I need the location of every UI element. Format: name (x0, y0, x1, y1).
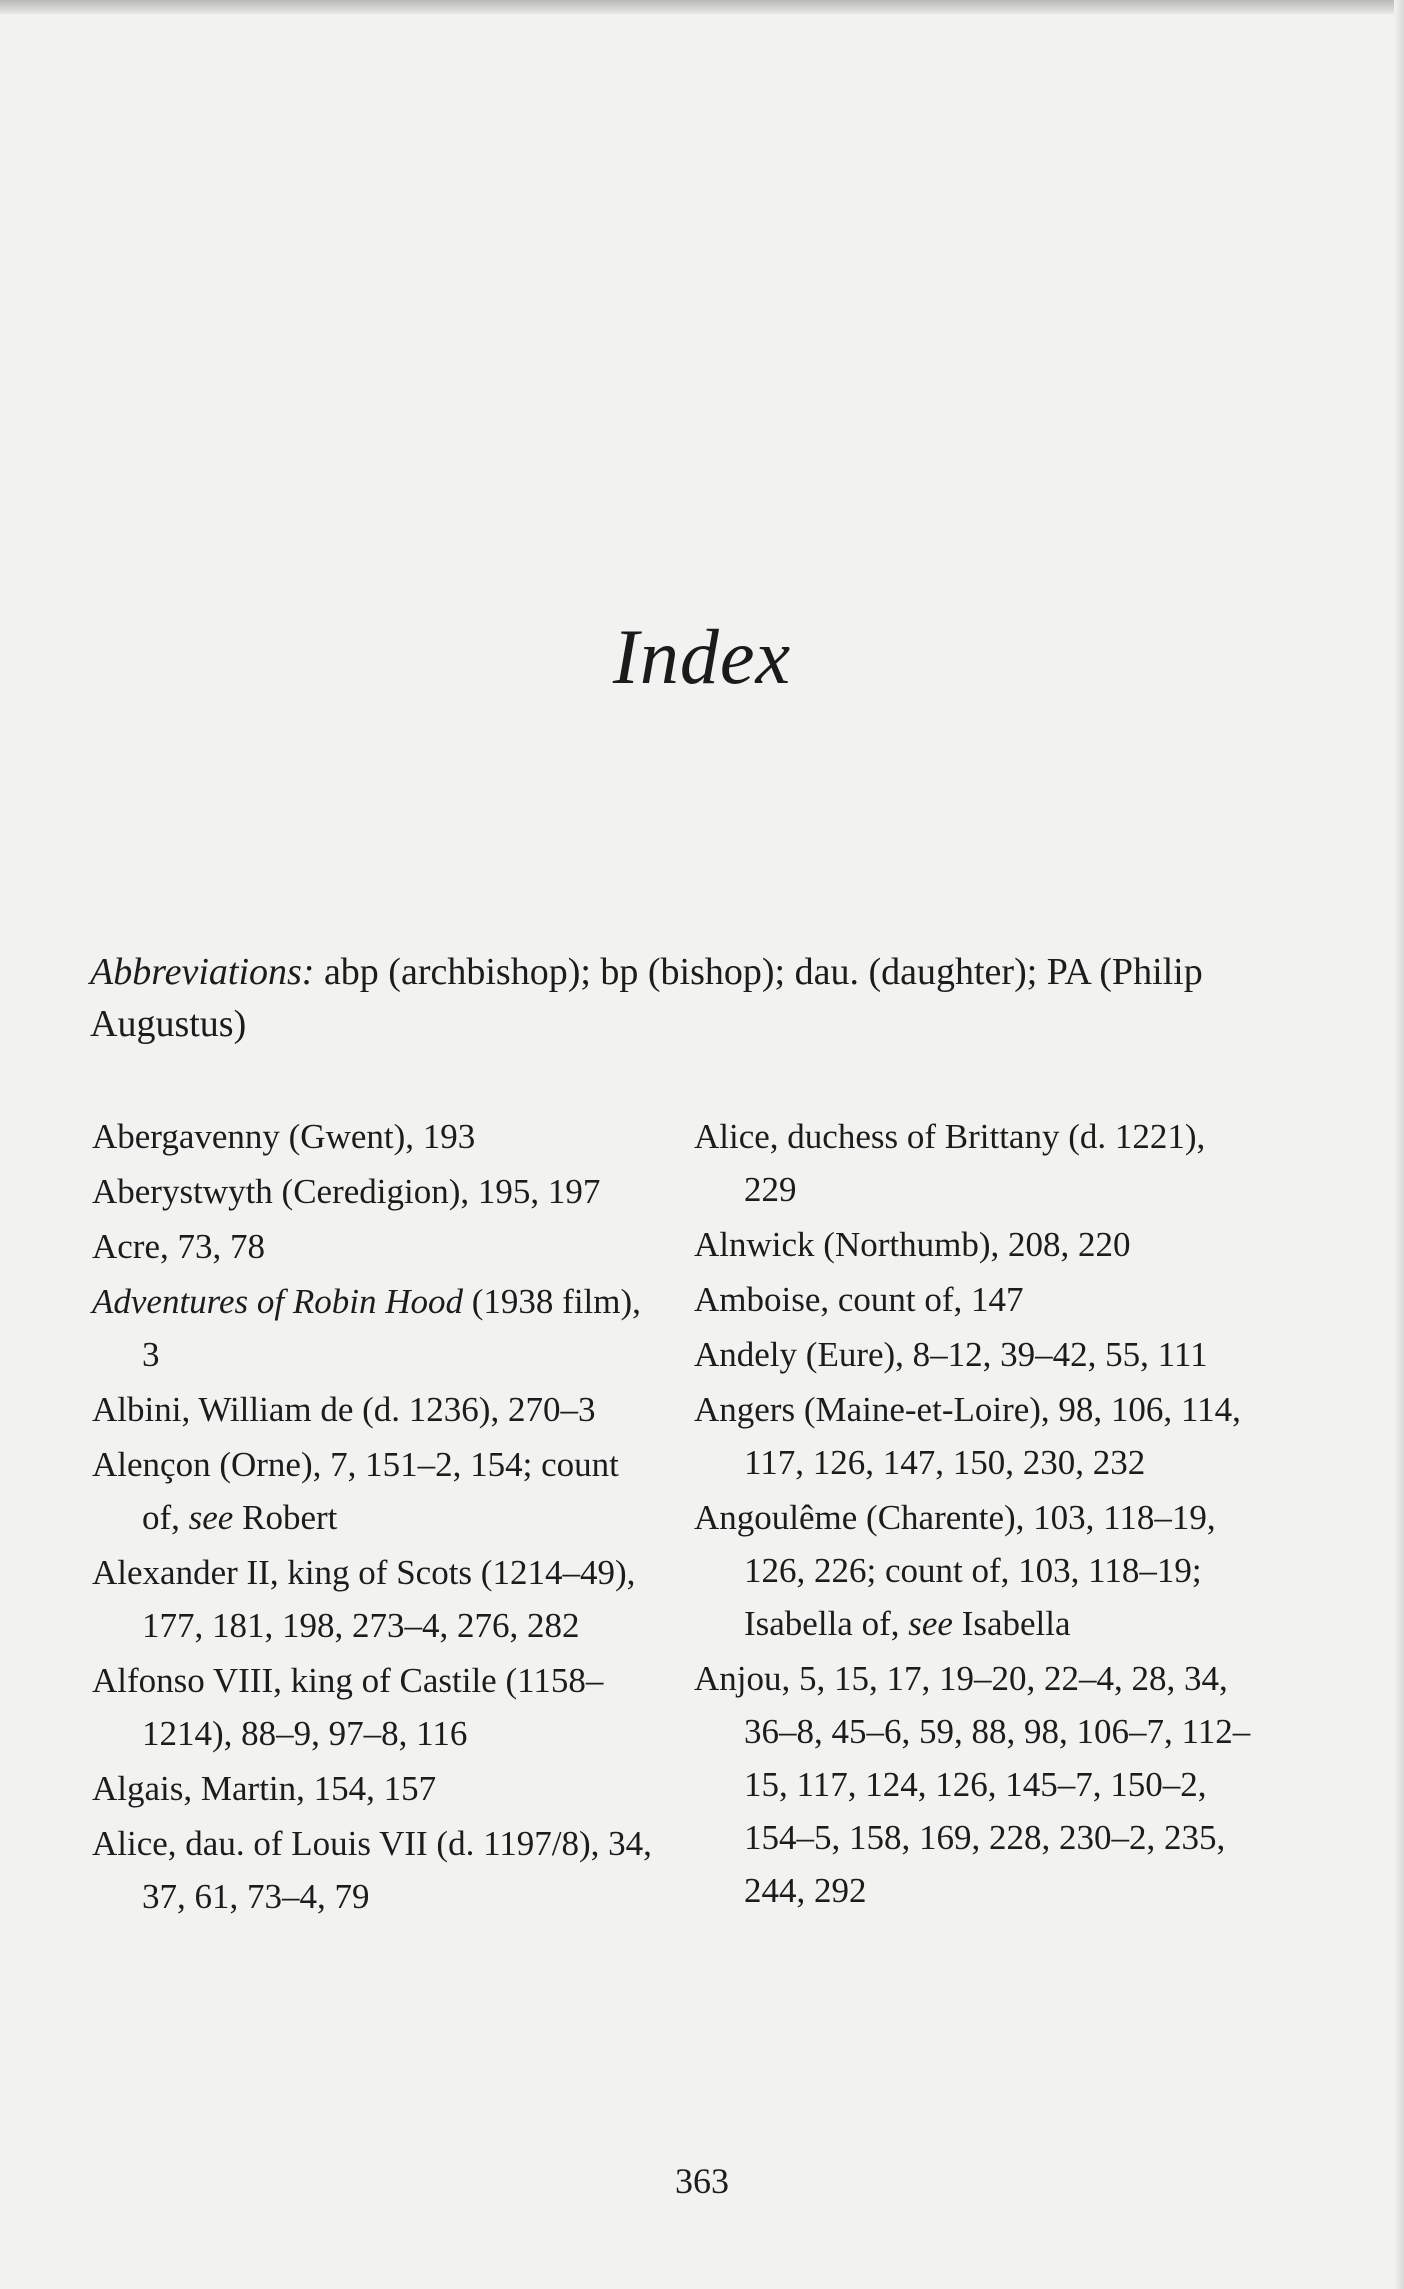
entry-text: Alfonso VIII, king of Castile (1158–1214), 88–9, 97–8, 116 (92, 1661, 604, 1753)
index-column-right (694, 1110, 1254, 1919)
entry-text: Angoulême (Charente), 103, 118–19, 126, 226; count of, 103, 118–19; Isabella of, (694, 1498, 1216, 1643)
entry-text: Acre, 73, 78 (92, 1227, 266, 1266)
entry-text: Alexander II, king of Scots (1214–49), 177, 181, 198, 273–4, 276, 282 (92, 1553, 636, 1645)
index-entry (694, 1491, 1254, 1650)
index-entry (92, 1110, 652, 1163)
index-entry (92, 1438, 652, 1544)
entry-italic: see (908, 1604, 953, 1643)
page-number: 363 (675, 2161, 729, 2201)
entry-tail: Robert (233, 1498, 338, 1537)
entry-text: Angers (Maine-et-Loire), 98, 106, 114, 117, 126, 147, 150, 230, 232 (694, 1390, 1241, 1482)
index-entry (92, 1275, 652, 1381)
entry-text: Algais, Martin, 154, 157 (92, 1769, 437, 1808)
entry-text: Anjou, 5, 15, 17, 19–20, 22–4, 28, 34, 36–8, 45–6, 59, 88, 98, 106–7, 112–15, 117, 124, 126, 145–7, 150–2, 154–5, 158, 169, 228, 230–2, 235, 244, 292 (694, 1659, 1251, 1910)
index-entry (694, 1328, 1254, 1381)
index-entry (92, 1165, 652, 1218)
index-entry (694, 1652, 1254, 1917)
index-entry (92, 1817, 652, 1923)
entry-italic: see (188, 1498, 234, 1537)
index-entry (92, 1383, 652, 1436)
entry-text: Aberystwyth (Ceredigion), 195, 197 (92, 1172, 601, 1211)
index-entry (92, 1220, 652, 1273)
index-entry (694, 1273, 1254, 1326)
entry-tail: Isabella (952, 1604, 1071, 1643)
entry-text: Albini, William de (d. 1236), 270–3 (92, 1390, 596, 1429)
index-column-left (92, 1110, 652, 1925)
page-title: Index (612, 613, 792, 700)
page-right-edge (1394, 0, 1404, 2289)
entry-text: (1938 film), 3 (142, 1282, 641, 1374)
entry-text: Abergavenny (Gwent), 193 (92, 1117, 476, 1156)
index-entry (694, 1383, 1254, 1489)
page-top-edge (0, 0, 1404, 14)
index-entry (92, 1546, 652, 1652)
index-entry (694, 1218, 1254, 1271)
entry-text: Alnwick (Northumb), 208, 220 (694, 1225, 1131, 1264)
entry-italic: Adventures of Robin Hood (92, 1282, 464, 1321)
index-entry (92, 1762, 652, 1815)
entry-text: Alençon (Orne), 7, 151–2, 154; count of, (92, 1445, 619, 1537)
entry-text: Alice, duchess of Brittany (d. 1221), 229 (694, 1117, 1206, 1209)
entry-text: Amboise, count of, 147 (694, 1280, 1024, 1319)
index-entry (694, 1110, 1254, 1216)
index-entry (92, 1654, 652, 1760)
abbreviations-text: abp (archbishop); bp (bishop); dau. (daughter); PA (Philip Augustus) (90, 951, 1203, 1045)
entry-text: Andely (Eure), 8–12, 39–42, 55, 111 (694, 1335, 1208, 1374)
abbreviations-note (90, 946, 1260, 1050)
abbreviations-label: Abbreviations: (90, 951, 315, 993)
entry-text: Alice, dau. of Louis VII (d. 1197/8), 34, 37, 61, 73–4, 79 (92, 1824, 652, 1916)
